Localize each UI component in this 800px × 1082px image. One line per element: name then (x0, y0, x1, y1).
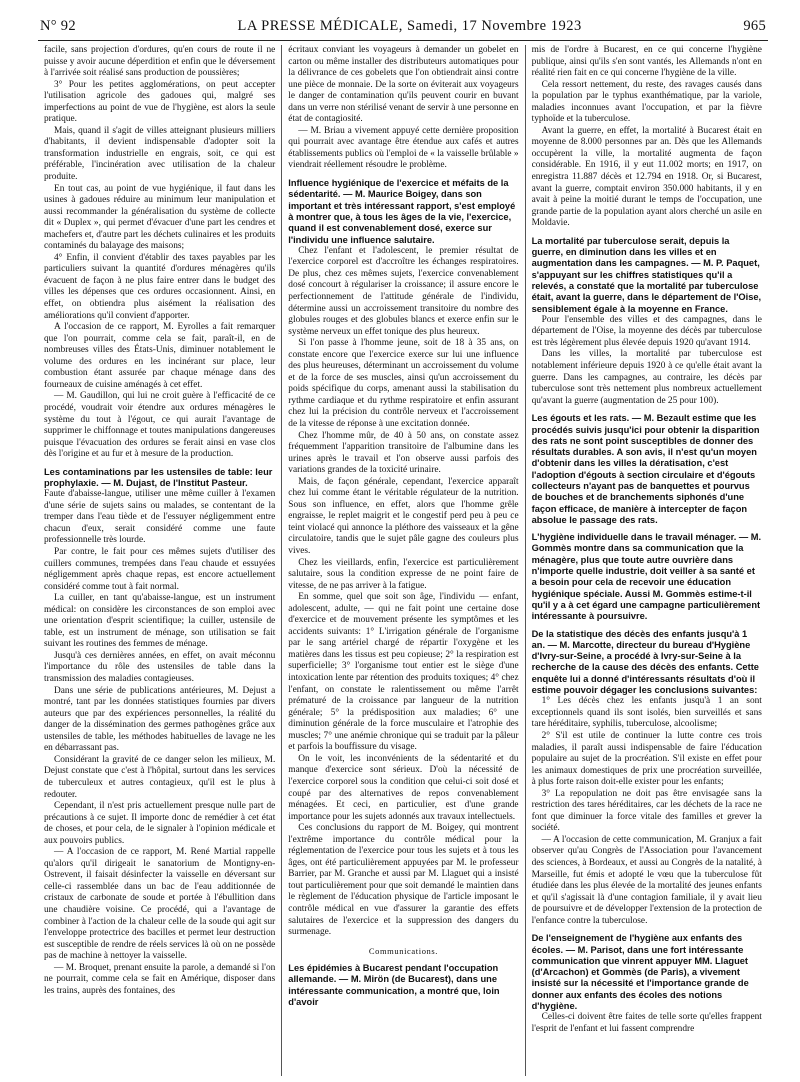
paragraph: mis de l'ordre à Bucarest, en ce qui concerne l'hygiène publique, ainsi qu'ils s'en sont vantés, les Allemands n'ont en réalité rien fait en ce qui concerne l'hygiène de la ville. (531, 45, 762, 79)
section-heading: De l'enseignement de l'hygiène aux enfants des écoles. — M. Parisot, dans une fort intéressante communication que vinrent appuyer MM. Llaguet (d'Arcachon) et Gommès (de Paris), a vivement insisté sur la nécessité et l'importance grande de donner aux enfants des écoles des notions d'hygiène. (531, 933, 749, 1012)
paragraph: Jusqu'à ces dernières années, en effet, on avait méconnu l'importance du rôle des ustensiles de table dans la transmission des maladies contagieuses. (44, 650, 276, 685)
paragraph: Cela ressort nettement, du reste, des ravages causés dans la population par le typhus exanthématique, par la variole, maladies inconnues avant l'occupation, et par la fièvre typhoïde et la tuberculose. (531, 79, 762, 125)
paragraph: Chez l'homme mûr, de 40 à 50 ans, on constate assez fréquemment l'apparition transitoire de l'albumine dans les urines après le travail et l'on observe aussi parfois des variations grandes de la toxicité urinaire. (288, 430, 519, 476)
paragraph: 3° Pour les petites agglomérations, on peut accepter l'utilisation agricole des gadoues qui, malgré ses imperfections au point de vue de l'hygiène, est alors la seule pratique. (44, 79, 276, 125)
section-heading: Les égouts et les rats. — M. Bezault estime que les procédés suivis jusqu'ici pour obtenir la disparition des rats ne sont point susceptibles de donner des résultats durables. A son avis, il n'est qu'un moyen d'obtenir dans les villes la dératisation, c'est l'adoption d'égouts à section circulaire et d'égouts collecteurs n'ayant pas de banquettes et pourvus de bouches et de branchements siphonés d'une façon efficace, de manière à intercepter de façon absolue le passage des rats. (531, 413, 760, 525)
header-rule (38, 40, 768, 41)
paragraph: On le voit, les inconvénients de la sédentarité et du manque d'exercice sont sérieux. D'où la nécessité de l'exercice corporel sous la condition que celui-ci soit dosé et coupé par des alternatives de repos convenablement ménagées. Et ceci, en particulier, est d'une grande importance pour les sujets adonnés aux travaux intellectuels. (288, 753, 519, 822)
section-title: Communications. (368, 945, 439, 956)
paragraph: 2° S'il est utile de continuer la lutte contre ces trois maladies, il paraît aussi indispensable de faire l'éducation populaire au sujet de la procréation. S'il existe en effet pour les animaux domestiques de prix une procréation surveillée, à plus forte raison doit-elle exister pour les enfants; (531, 730, 762, 788)
paragraph: Mais, de façon générale, cependant, l'exercice apparaît chez lui comme étant le véritable régulateur de la nutrition. Sous son influence, en effet, alors que l'homme grêle engraisse, le replet maigrit et le congestif perd peu à peu ce teint violacé qui annonce la pléthore des vaisseaux et la gêne circulatoire, tandis que le sujet pâle gagne des couleurs plus vives. (288, 476, 519, 557)
page-number: 965 (743, 18, 766, 34)
paragraph: Dans les villes, la mortalité par tuberculose est notablement inférieure depuis 1920 à ce qu'elle était avant la guerre. Dans les campagnes, au contraire, les décès par tuberculose sont très nettement plus nombreux actuellement qu'avant la guerre (augmentation de 25 pour 100). (531, 349, 762, 406)
paragraph: — A l'occasion de cette communication, M. Granjux a fait observer qu'au Congrès de l'Association pour l'avancement des sciences, à Bordeaux, et aussi au Congrès de la natalité, à Marseille, fut émis et adopté le vœu que la tuberculose fût étudiée dans les plus élevée de la mortalité des jeunes enfants et qu'il s'agissait là d'une contagion familiale, il y avait lieu de poursuivre et de développer l'extension de la protection de l'enfance contre la tuberculose. (531, 834, 762, 926)
column-3 (525, 45, 768, 1076)
column-1 (38, 45, 281, 1076)
paragraph: Ces conclusions du rapport de M. Boigey, qui montrent l'extrême importance du contrôle médical pour la réglementation de l'exercice pour tous les sujets et à tous les âges, ont été particulièrement appuyées par M. le professeur Barrier, par M. Granche et aussi par M. Llaguet qui a insisté tout particulièrement pour que soit demandé le maintien dans le règlement de l'éducation physique de l'article imposant le contrôle médical en vue d'assurer la garantie des effets salutaires de l'exercice et la suppression des dangers du surmenage. (288, 823, 519, 938)
paragraph: 1° Les décès chez les enfants jusqu'à 1 an sont exceptionnels quand ils sont isolés, bien surveillés et sans tare héréditaire, syphilis, tuberculose, alcoolisme; (531, 696, 762, 730)
section-heading: L'hygiène individuelle dans le travail ménager. — M. Gommès montre dans sa communication que la ménagère, plus que toute autre ouvrière dans n'importe quelle industrie, doit veiller à sa santé et a besoin pour cela de recevoir une éducation hygiénique spéciale. Aussi M. Gommès estime-t-il qu'il y a à cet égard une campagne particulièrement intéressante à poursuivre. (531, 532, 762, 622)
paragraph: 3° La repopulation ne doit pas être envisagée sans la restriction des tares héréditaires, car les déchets de la race ne font que diminuer la force vitale des familles et grever la société. (531, 788, 762, 834)
paragraph: Faute d'abaisse-langue, utiliser une même cuiller à l'examen d'une série de sujets sains ou malades, se contentant de la tremper dans l'eau tiède et de l'essuyer négligemment entre chacun d'eux, serait considéré comme une faute professionnelle très lourde. (44, 489, 276, 546)
article-columns (38, 45, 768, 1076)
paragraph: En somme, quel que soit son âge, l'individu — enfant, adolescent, adulte, — qui ne fait point une certaine dose d'exercice et de mouvement présente les symptômes et les accidents suivants: 1° L'irrigation générale de l'organisme par le sang artériel chargé de répartir l'oxygène et les matières dans les tissus est peu copieuse; 2° la respiration est superficielle; 3° l'organisme tout entier est le siège d'une intoxication lente par rétention des produits toxiques; 4° chez l'enfant, on constate le ralentissement ou même l'arrêt prématuré de la croissance par langueur de la nutrition générale; 5° la prédisposition aux maladies; 6° une diminution générale de la force musculaire et l'atrophie des muscles; 7° une anémie chronique qui se traduit par la pâleur et parfois la bouffissure du visage. (288, 592, 519, 753)
issue-number: N° 92 (40, 18, 76, 34)
paragraph: — M. Briau a vivement appuyé cette dernière proposition qui pourrait avec avantage être étendue aux cafés et autres établissements publics où l'emploi de « la vaisselle brûlable » viendrait réellement résoudre le problème. (288, 125, 519, 171)
paragraph: Avant la guerre, en effet, la mortalité à Bucarest était en moyenne de 8.000 personnes par an. Dès que les Allemands occupèrent la ville, la mortalité augmenta de façon considérable. En 1916, il y eut 11.002 morts; en 1917, on enregistra 11.887 décès et 12.794 en 1918. Or, si Bucarest, avant la guerre, comptait environ 350.000 habitants, il y en avait à peine la moitié durant le temps de l'occupation, une grande partie de la population ayant alors cherché un asile en Moldavie. (531, 125, 762, 229)
journal-title: LA PRESSE MÉDICALE, Samedi, 17 Novembre 1923 (237, 18, 582, 34)
paragraph: 4° Enfin, il convient d'établir des taxes payables par les particuliers suivant la quantité d'ordures ménagères qu'ils évacuent de façon à ne plus faire entrer dans le budget des villes les dépenses que ces ordures occasionnent. Ainsi, en effet, on obtiendra plus aisément la réalisation des améliorations qu'il convient d'apporter. (44, 252, 276, 321)
paragraph: Considérant la gravité de ce danger selon les milieux, M. Dejust constate que c'est à l'hôpital, surtout dans les services de tuberculeux et autres contagieux, qu'il est le plus à redouter. (44, 754, 276, 800)
paragraph: Celles-ci doivent être faites de telle sorte qu'elles frappent l'esprit de l'enfant et lui fassent comprendre (531, 1012, 762, 1034)
section-heading: Les contaminations par les ustensiles de table: leur prophylaxie. — M. Dujast, de l'Institut Pasteur. (44, 466, 273, 488)
paragraph: Dans une série de publications antérieures, M. Dejust a montré, tant par les données statistiques fournies par divers auteurs que par des expériences personnelles, la réalité du danger de la dissémination des germes pathogènes grâce aux ustensiles de table, les méthodes habituelles de lavage ne les en débarrassant pas. (44, 685, 276, 754)
paragraph: facile, sans projection d'ordures, qu'en cours de route il ne puisse y avoir aucune déperdition et enfin que le déversement à l'arrivée soit réalisé sans production de poussières; (44, 45, 276, 79)
page-header (40, 18, 766, 40)
paragraph: — M. Broquet, prenant ensuite la parole, a demandé si l'on ne pourrait, comme cela se fait en Amérique, disposer dans les trains, auprès des fontaines, des (44, 962, 276, 996)
section-heading: Influence hygiénique de l'exercice et méfaits de la sédentarité. — M. Maurice Boigey, dans son important et très intéressant rapport, s'est employé à montrer que, à tous les âges de la vie, l'exercice, quand il est convenablement dosé, exerce sur l'individu une influence salutaire. (288, 178, 516, 245)
paragraph: Pour l'ensemble des villes et des campagnes, dans le département de l'Oise, la moyenne des décès par tuberculose est très légèrement plus élevée depuis 1920 qu'avant 1914. (531, 314, 762, 348)
paragraph: Par contre, le fait pour ces mêmes sujets d'utiliser des cuillers communes, trempées dans l'eau chaude et essuyées négligemment après chaque repas, est encore actuellement considéré comme tout à fait normal. (44, 547, 276, 592)
paragraph: écritaux conviant les voyageurs à demander un gobelet en carton ou même installer des distributeurs automatiques pour la délivrance de ces gobelets que l'on obtiendrait ainsi contre une pièce de monnaie. De la sorte on éviterait aux voyageurs le danger de contamination qu'ils peuvent courir en buvant dans un verre non stérilisé venant de servir à une personne en état de contagiosité. (288, 45, 519, 125)
paragraph: — A l'occasion de ce rapport, M. René Martial rappelle qu'alors qu'il dirigeait le sanatorium de Montigny-en-Ostrevent, il faisait désinfecter la vaisselle en déversant sur celle-ci rassemblée dans un bac de l'eau additionnée de cristaux de carbonate de soude et portée à l'ébullition dans une chaudière voisine. Ce procédé, qui a l'avantage de combiner à l'action de la chaleur celle de la soude qui agit sur l'enveloppe protectrice des bacilles et permet leur destruction est susceptible de rendre de réels services là où on ne possède pas de machine à nettoyer la vaisselle. (44, 847, 276, 962)
paragraph: En tout cas, au point de vue hygiénique, il faut dans les usines à gadoues réduire au minimum leur manipulation et aussi recommander la généralisation du système de collecte dit « Duplex », qui permet d'évacuer d'une part les cendres et machefers et, d'autre part les déchets culinaires et les produits contaminés du balayage des maisons; (44, 183, 276, 252)
paragraph: Si l'on passe à l'homme jeune, soit de 18 à 35 ans, on constate encore que l'exercice exerce sur lui une influence des plus heureuses, déterminant un accroissement du volume et de la force de ses muscles, ainsi qu'un accroissement du poids spécifique du corps, amenant aussi la stabilisation du rythme cardiaque et du rythme respiratoire et enfin assurant chez lui la précision du contrôle nerveux et l'accroissement de la vitesse de réponse à une excitation donnée. (288, 338, 519, 429)
section-heading: De la statistique des décès des enfants jusqu'à 1 an. — M. Marcotte, directeur du bureau d'Hygiène d'Ivry-sur-Seine, a procédé à Ivry-sur-Seine à la recherche de la cause des décès des enfants. Cette enquête lui a donné d'intéressants résultats d'où il estime pouvoir dégager les conclusions suivantes: (531, 628, 759, 696)
paragraph: Chez les vieillards, enfin, l'exercice est particulièrement salutaire, sous la condition expresse de ne point faire de vitesse, de ne pas arriver à la fatigue. (288, 557, 519, 591)
paragraph: A l'occasion de ce rapport, M. Eyrolles a fait remarquer que l'on pourrait, comme cela se fait, paraît-il, en de nombreuses villes des États-Unis, diminuer notablement le volume des ordures en les incinérant sur place, leur combustion étant assurée par chaque ménage dans des fourneaux de cuisine aménagés à cet effet. (44, 322, 276, 390)
paragraph: — M. Gaudillon, qui lui ne croit guère à l'efficacité de ce procédé, voudrait voir étendre aux ordures ménagères le système du tout à l'égout, ce qui aurait l'avantage de supprimer le chiffonnage et toutes manipulations dangereuses puisque l'évacuation des ordures se ferait ainsi en vase clos dès l'origine et au fur et à mesure de la production. (44, 391, 276, 460)
section-heading: Les épidémies à Bucarest pendant l'occupation allemande. — M. Mirön (de Bucarest), dans une intéressante communication, a montré que, loin d'avoir (288, 962, 500, 1007)
column-2 (281, 45, 524, 1076)
paragraph: Chez l'enfant et l'adolescent, le premier résultat de l'exercice corporel est d'accroître les échanges respiratoires. De plus, chez ces mêmes sujets, l'exercice convenablement dosé concourt à régulariser la croissance; il assure encore le perfectionnement de l'attitude générale de l'individu, détermine aussi un accroissement transitoire du nombre des globules rouges et des globules blancs et exerce enfin sur le système nerveux un effet tonique des plus heureux. (288, 245, 519, 337)
paragraph: Cependant, il n'est pris actuellement presque nulle part de précautions à ce sujet. Il importe donc de remédier à cet état de choses, et pour cela, de le signaler à l'opinion médicale et aux pouvoirs publics. (44, 801, 276, 846)
paragraph: Mais, quand il s'agit de villes atteignant plusieurs milliers d'habitants, il devient indispensable d'adopter soit la transformation industrielle en engrais, soit, ce qui est préférable, l'incinération avec utilisation de la chaleur produite. (44, 125, 276, 183)
section-heading: La mortalité par tuberculose serait, depuis la guerre, en diminution dans les villes et en augmentation dans les campagnes. — M. P. Paquet, s'appuyant sur les chiffres statistiques qu'il a relevés, a constaté que la mortalité par tuberculose était, avant la guerre, dans le département de l'Oise, sensiblement égale à la moyenne en France. (531, 235, 762, 314)
paragraph: La cuiller, en tant qu'abaisse-langue, est un instrument médical: on considère les circonstances de son emploi avec une orientation d'esprit scientifique; la cuiller, ustensile de table, est un instrument de ménage, son utilisation se fait suivant les routines des femmes de ménage. (44, 593, 276, 650)
